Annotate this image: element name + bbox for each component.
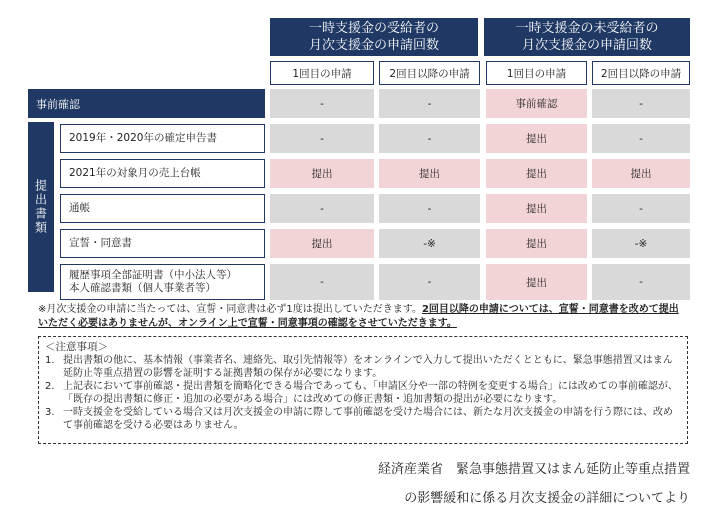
list-item [45, 355, 681, 380]
table-cell: - [270, 264, 374, 300]
note-text: 提出書類の他に、基本情報（事業者名、連絡先、取引先情報等）をオンラインで入力して提出いただくとともに、緊急事態措置又はまん延防止等重点措置の影響を証明する証拠書類の保存が必要になります。 [63, 355, 673, 379]
table-cell: 提出 [379, 159, 480, 188]
row-label-oath-consent: 宣誓・同意書 [60, 229, 265, 258]
note-text: 一時支援金を受給している場合又は月次支援金の申請に際して事前確認を受けた場合には、新たな月次支援金の申請を行う際には、改めて事前確認を受ける必要はありません。 [63, 407, 673, 431]
table-cell: - [592, 264, 690, 300]
table-cell: - [592, 89, 690, 118]
table-cell: 提出 [592, 159, 690, 188]
footnote [38, 303, 688, 331]
table-cell: - [270, 89, 374, 118]
source-line-1: 経済産業省 緊急事態措置又はまん延防止等重点措置 [377, 462, 690, 477]
table-cell: 事前確認 [486, 89, 587, 118]
group-header-non-recipients: 一時支援金の未受給者の 月次支援金の申請回数 [484, 18, 690, 56]
table-cell: 提出 [486, 159, 587, 188]
subheader-second-application: 2回目以降の申請 [379, 61, 480, 85]
note-number: 3. [45, 407, 55, 418]
row-label-pre-check: 事前確認 [28, 89, 265, 118]
group-header-recipients: 一時支援金の受給者の 月次支援金の申請回数 [270, 18, 478, 56]
table-cell: 提出 [486, 229, 587, 258]
subheader-first-application: 1回目の申請 [270, 61, 374, 85]
row-label-tax-return: 2019年・2020年の確定申告書 [60, 124, 265, 153]
row-label-registry-id: 履歴事項全部証明書（中小法人等） 本人確認書類（個人事業者等） [60, 264, 265, 300]
note-number: 2. [45, 381, 55, 392]
note-number: 1. [45, 355, 55, 366]
table-cell: - [379, 264, 480, 300]
subheader-second-application: 2回目以降の申請 [592, 61, 690, 85]
table-cell: - [270, 124, 374, 153]
table-cell: - [379, 89, 480, 118]
note-text: 上記表において事前確認・提出書類を簡略化できる場合であっても、「申請区分や一部の特例を変更する場合」には改めての事前確認が、「既存の提出書類に修正・追加の必要がある場合」には改めての修正書類・追加書類の提出が必要になります。 [63, 381, 678, 405]
list-item [45, 381, 681, 406]
table-cell: -※ [592, 229, 690, 258]
footnote-bold: 2回目以降の申請については、宣誓・同意書を改めて提出いただく必要はありませんが、オンライン上で宣誓・同意事項の確認をさせていただきます。 [38, 304, 679, 329]
notes-title: ＜注意事項＞ [45, 341, 108, 353]
row-label-sales-ledger: 2021年の対象月の売上台帳 [60, 159, 265, 188]
table-cell: 提出 [486, 194, 587, 223]
table-cell: - [592, 194, 690, 223]
table-cell: - [379, 194, 480, 223]
table-cell: - [379, 124, 480, 153]
subheader-first-application: 1回目の申請 [486, 61, 587, 85]
table-cell: 提出 [486, 124, 587, 153]
table-cell: 提出 [270, 229, 374, 258]
list-item [45, 407, 681, 432]
footnote-plain: ※月次支援金の申請に当たっては、宣誓・同意書は必ず1度は提出していただきます。 [38, 304, 422, 315]
side-label-documents: 提出書類 [28, 122, 54, 292]
table-cell: - [592, 124, 690, 153]
row-label-passbook: 通帳 [60, 194, 265, 223]
source-line-2: の影響緩和に係る月次支援金の詳細についてより [404, 491, 690, 506]
table-cell: -※ [379, 229, 480, 258]
table-cell: 提出 [270, 159, 374, 188]
table-cell: - [270, 194, 374, 223]
notes-box [38, 336, 688, 444]
table-cell: 提出 [486, 264, 587, 300]
